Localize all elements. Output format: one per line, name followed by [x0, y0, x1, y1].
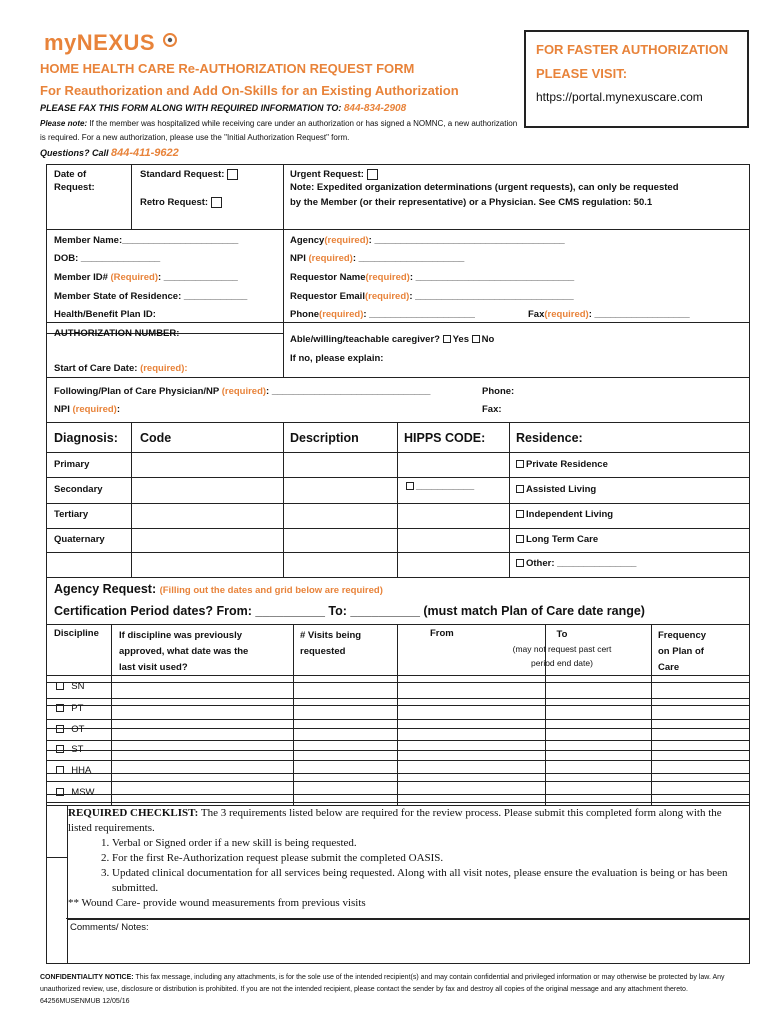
fax-number: 844-834-2908	[343, 103, 407, 114]
residence-private[interactable]: Private Residence	[516, 459, 608, 471]
questions-line: Questions? Call 844-411-9622	[40, 147, 179, 159]
discipline-row-hha[interactable]: HHA	[56, 765, 91, 777]
plan-id-field[interactable]: Health/Benefit Plan ID:	[54, 309, 156, 320]
hipps-code-header: HIPPS CODE:	[404, 431, 486, 445]
questions-number: 844-411-9622	[111, 147, 179, 159]
agency-npi-field[interactable]: NPI (required): ____________________	[290, 253, 465, 264]
ot-checkbox[interactable]	[56, 725, 64, 733]
discipline-row-st[interactable]: ST	[56, 744, 83, 756]
independent-living-checkbox[interactable]	[516, 510, 524, 518]
agency-request-line: Agency Request: (Filling out the dates and grid below are required)	[54, 582, 383, 596]
form-title: HOME HEALTH CARE Re-AUTHORIZATION REQUEST FORM	[40, 61, 415, 76]
long-term-care-checkbox[interactable]	[516, 535, 524, 543]
physician-npi-field[interactable]: NPI (required):	[54, 404, 120, 415]
previous-visit-header: If discipline was previously approved, what date was the last visit used?	[119, 630, 249, 673]
hipps-checkbox[interactable]	[406, 482, 414, 490]
from-header: From	[430, 628, 454, 639]
visits-header: # Visits being requested	[300, 630, 362, 657]
caregiver-no-checkbox[interactable]	[472, 335, 480, 343]
member-state-field[interactable]: Member State of Residence: ____________	[54, 291, 248, 302]
discipline-row-msw[interactable]: MSW	[56, 787, 95, 799]
physician-fax-field[interactable]: Fax:	[482, 404, 502, 415]
portal-link[interactable]: https://portal.mynexuscare.com	[536, 90, 703, 104]
explain-field[interactable]: If no, please explain:	[290, 353, 384, 364]
diagnosis-row-secondary: Secondary	[54, 484, 103, 495]
agency-field[interactable]: Agency(required): ____________________________________	[290, 235, 565, 246]
diagnosis-row-tertiary: Tertiary	[54, 509, 89, 520]
st-checkbox[interactable]	[56, 745, 64, 753]
date-of-request-label: Date of	[54, 169, 87, 180]
authorization-number-field[interactable]: AUTHORIZATION NUMBER:	[54, 328, 180, 339]
member-id-field[interactable]: Member ID# (Required): ______________	[54, 272, 238, 283]
urgent-request-checkbox[interactable]	[367, 169, 378, 180]
residence-independent[interactable]: Independent Living	[516, 509, 613, 521]
dob-field[interactable]: DOB: _______________	[54, 253, 161, 264]
checklist-item: 2. For the first Re-Authorization request please submit the completed OASIS.	[112, 851, 743, 866]
diagnosis-header: Diagnosis:	[54, 431, 118, 445]
discipline-row-sn[interactable]: SN	[56, 681, 84, 693]
discipline-header: Discipline	[54, 628, 99, 639]
urgent-request-label: Urgent Request:	[290, 169, 378, 181]
agency-phone-field[interactable]: Phone(required): ____________________	[290, 309, 475, 320]
certification-period[interactable]: Certification Period dates? From: __________ To: __________ (must match Plan of Care date range)	[54, 604, 645, 618]
agency-fax-field[interactable]: Fax(required): __________________	[528, 309, 690, 320]
diagnosis-row-quaternary: Quaternary	[54, 534, 105, 545]
assisted-living-checkbox[interactable]	[516, 485, 524, 493]
physician-phone-field[interactable]: Phone:	[482, 386, 515, 397]
retro-request-label: Retro Request:	[140, 197, 222, 209]
standard-request-label: Standard Request:	[140, 169, 238, 181]
confidentiality-notice: CONFIDENTIALITY NOTICE: This fax message, including any attachments, is for the sole use of the intended recipient(s) and may contain confidential and privileged information or may otherwise be protected by law. Any unauthorized review, use, disclosure or distribution is prohibited. If you are not the intended recipient, please contact the sender by fax and destroy all copies of the original message and any attachment thereto. 64256MUSENMUB 12/05/16	[40, 974, 725, 1005]
standard-request-checkbox[interactable]	[227, 169, 238, 180]
required-checklist: REQUIRED CHECKLIST: The 3 requirements listed below are required for the review process. Please submit this completed form along with the listed requirements. 1. Verbal or Signed order if a new skill is being requested. 2. For the first Re-Authorization request please submit the completed OASIS. 3. Updated clinical documentation for all services being requested. Along with all visit notes, please ensure the evaluation is being or has been submitted. ** Wound Care- provide wound measurements from previous visits	[68, 806, 743, 911]
pt-checkbox[interactable]	[56, 704, 64, 712]
hipps-code-field[interactable]: ___________	[406, 481, 474, 493]
wound-care-note: ** Wound Care- provide wound measurements from previous visits	[68, 897, 366, 909]
code-header: Code	[140, 431, 172, 445]
fax-instruction: PLEASE FAX THIS FORM ALONG WITH REQUIRED INFORMATION TO: 844-834-2908	[40, 103, 407, 114]
retro-request-checkbox[interactable]	[211, 197, 222, 208]
requestor-name-field[interactable]: Requestor Name(required): ______________________________	[290, 272, 575, 283]
private-residence-checkbox[interactable]	[516, 460, 524, 468]
to-header: To (may not request past cert period end date)	[512, 629, 612, 668]
checklist-item: 1. Verbal or Signed order if a new skill is being requested.	[112, 836, 743, 851]
residence-ltc[interactable]: Long Term Care	[516, 534, 598, 546]
diagnosis-row-primary: Primary	[54, 459, 90, 470]
caregiver-yes-checkbox[interactable]	[443, 335, 451, 343]
other-residence-checkbox[interactable]	[516, 559, 524, 567]
msw-checkbox[interactable]	[56, 788, 64, 796]
residence-other[interactable]: Other: _______________	[516, 558, 636, 570]
target-icon	[162, 32, 178, 48]
faster-authorization-box: FOR FASTER AUTHORIZATION PLEASE VISIT: https://portal.mynexuscare.com	[524, 30, 749, 128]
frequency-header: Frequency on Plan of Care	[658, 630, 707, 673]
caregiver-question: Able/willing/teachable caregiver? Yes No	[290, 334, 495, 345]
requestor-email-field[interactable]: Requestor Email(required): ______________________________	[290, 291, 574, 302]
comments-field[interactable]: Comments/ Notes:	[70, 922, 149, 933]
discipline-row-pt[interactable]: PT	[56, 703, 83, 715]
residence-assisted[interactable]: Assisted Living	[516, 484, 596, 496]
description-header: Description	[290, 431, 359, 445]
sn-checkbox[interactable]	[56, 682, 64, 690]
discipline-row-ot[interactable]: OT	[56, 724, 84, 736]
member-name-field[interactable]: Member Name:______________________	[54, 235, 239, 246]
checklist-item: 3. Updated clinical documentation for all services being requested. Along with all visit notes, please ensure the evaluation is being or has been submitted.	[112, 866, 743, 896]
residence-header: Residence:	[516, 431, 583, 445]
hospitalized-note: Please note: If the member was hospitalized while receiving care under an authorization or has signed a NOMNC, a new authorization is required. For a new authorization, please use the "Initial Authorization Request" form.	[40, 119, 518, 142]
start-of-care-field[interactable]: Start of Care Date: (required):	[54, 363, 188, 374]
mynexus-logo: myNEXUS	[44, 30, 178, 56]
hha-checkbox[interactable]	[56, 766, 64, 774]
form-subtitle: For Reauthorization and Add On-Skills for an Existing Authorization	[40, 83, 459, 98]
physician-field[interactable]: Following/Plan of Care Physician/NP (required): ______________________________	[54, 386, 431, 397]
